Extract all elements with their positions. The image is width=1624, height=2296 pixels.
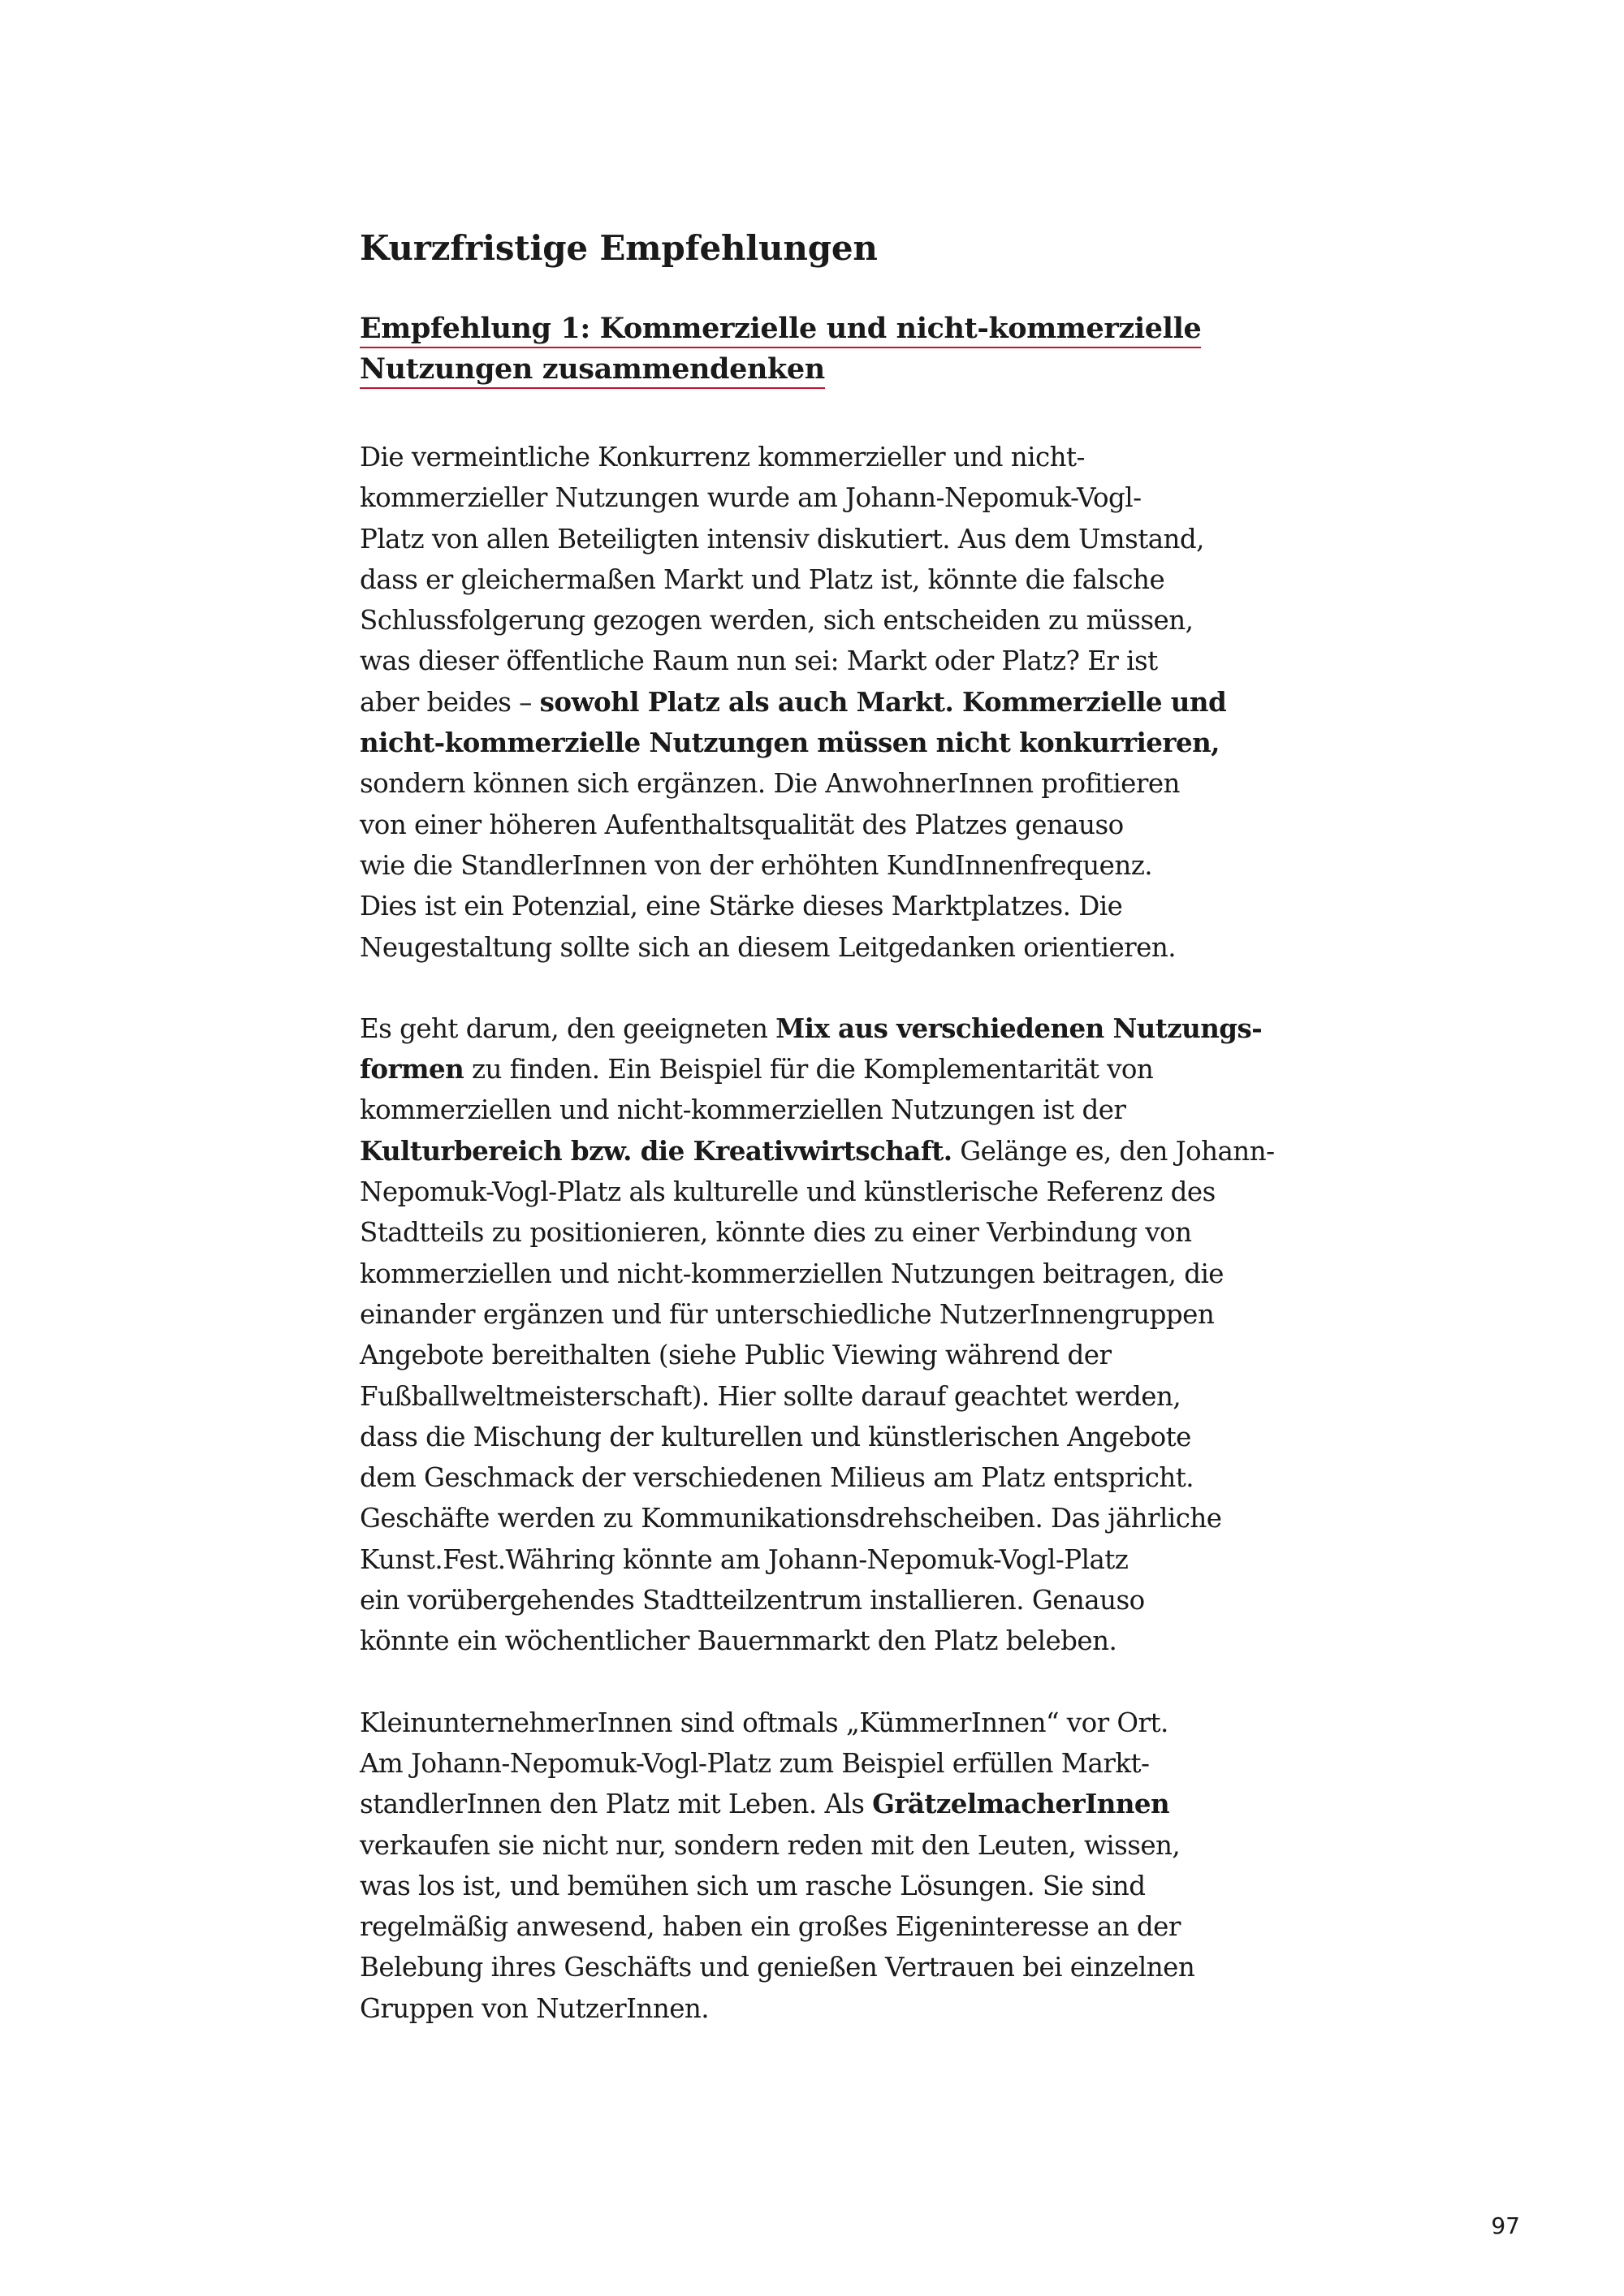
text-line: wie die StandlerInnen von der erhöhten KundInnenfrequenz. [360,849,1153,881]
text-line: Neugestaltung sollte sich an diesem Leitgedanken orientieren. [360,931,1176,963]
emphasis-text: Mix aus verschiedenen Nutzungs- [775,1012,1263,1044]
emphasis-text: Kulturbereich bzw. die Kreativwirtschaft. [360,1134,952,1167]
text-run: Gelänge es, den Johann- [952,1135,1275,1167]
text-line: Geschäfte werden zu Kommunikationsdrehscheiben. Das jährliche [360,1503,1222,1534]
main-content [360,226,1275,2069]
text-line: Belebung ihres Geschäfts und genießen Vertrauen bei einzelnen [360,1952,1195,1983]
text-line [360,1784,1204,1824]
emphasis-text: sowohl Platz als auch Markt. Kommerzielle und [539,685,1227,718]
text-line: Angebote bereithalten (siehe Public Viewing während der [360,1340,1112,1371]
text-line: Fußballweltmeisterschaft). Hier sollte darauf geachtet werden, [360,1380,1181,1412]
text-line [360,1049,1204,1090]
emphasis-text: GrätzelmacherInnen [872,1788,1170,1820]
page-number: 97 [1491,2212,1520,2239]
text-line: Stadtteils zu positionieren, könnte dies zu einer Verbindung von [360,1217,1192,1249]
text-line: verkaufen sie nicht nur, sondern reden mit den Leuten, wissen, [360,1829,1181,1861]
text-line: von einer höheren Aufenthaltsqualität des Platzes genauso [360,809,1124,840]
text-line [360,723,1220,763]
text-line: Am Johann-Nepomuk-Vogl-Platz zum Beispiel erfüllen Markt- [360,1747,1150,1779]
text-line: dem Geschmack der verschiedenen Milieus am Platz entspricht. [360,1462,1194,1494]
recommendation-title-line-1: Empfehlung 1: Kommerzielle und nicht-kommerzielle [360,312,1201,348]
text-line: Nepomuk-Vogl-Platz als kulturelle und künstlerische Referenz des [360,1176,1216,1208]
text-line: KleinunternehmerInnen sind oftmals „KümmerInnen“ vor Ort. [360,1707,1168,1738]
section-title: Kurzfristige Empfehlungen [360,228,878,268]
text-run: aber beides – [360,686,540,718]
text-line [360,682,1227,723]
text-line: sondern können sich ergänzen. Die AnwohnerInnen profitieren [360,768,1180,800]
paragraph-3 [360,1703,1204,2029]
text-line: ein vorübergehendes Stadtteilzentrum installieren. Genauso [360,1585,1145,1616]
paragraph-1 [360,437,1227,968]
text-line: dass er gleichermaßen Markt und Platz ist, könnte die falsche [360,563,1165,595]
text-line: dass die Mischung der kulturellen und künstlerischen Angebote [360,1421,1191,1452]
text-line: kommerziellen und nicht-kommerziellen Nutzungen ist der [360,1094,1126,1126]
text-line [360,1008,1263,1049]
text-line: Schlussfolgerung gezogen werden, sich entscheiden zu müssen, [360,605,1194,637]
emphasis-text: formen [360,1053,464,1085]
text-line: kommerzieller Nutzungen wurde am Johann-Nepomuk-Vogl- [360,482,1142,514]
text-line: Dies ist ein Potenzial, eine Stärke dieses Marktplatzes. Die [360,891,1123,922]
text-line [360,1131,1275,1172]
emphasis-text: nicht-kommerzielle Nutzungen müssen nicht konkurrieren, [360,727,1220,759]
text-run: standlerInnen den Platz mit Leben. Als [360,1789,873,1820]
text-line: was los ist, und bemühen sich um rasche Lösungen. Sie sind [360,1870,1146,1901]
text-line: Platz von allen Beteiligten intensiv diskutiert. Aus dem Umstand, [360,523,1204,555]
text-run: Es geht darum, den geeigneten [360,1012,776,1044]
text-line: was dieser öffentliche Raum nun sei: Markt oder Platz? Er ist [360,645,1158,677]
recommendation-title-line-2: Nutzungen zusammendenken [360,352,825,389]
text-line: regelmäßig anwesend, haben ein großes Eigeninteresse an der [360,1911,1181,1943]
text-line: Gruppen von NutzerInnen. [360,1992,710,2024]
text-line: kommerziellen und nicht-kommerziellen Nutzungen beitragen, die [360,1258,1224,1289]
text-line: Die vermeintliche Konkurrenz kommerzieller und nicht- [360,442,1085,473]
paragraph-2 [360,1008,1275,1662]
text-line: einander ergänzen und für unterschiedliche NutzerInnengruppen [360,1298,1215,1330]
text-line: könnte ein wöchentlicher Bauernmarkt den Platz beleben. [360,1625,1117,1657]
text-line: Kunst.Fest.Währing könnte am Johann-Nepomuk-Vogl-Platz [360,1543,1129,1575]
text-run: zu finden. Ein Beispiel für die Komplementarität von [464,1054,1154,1085]
recommendation-title [360,309,1204,390]
